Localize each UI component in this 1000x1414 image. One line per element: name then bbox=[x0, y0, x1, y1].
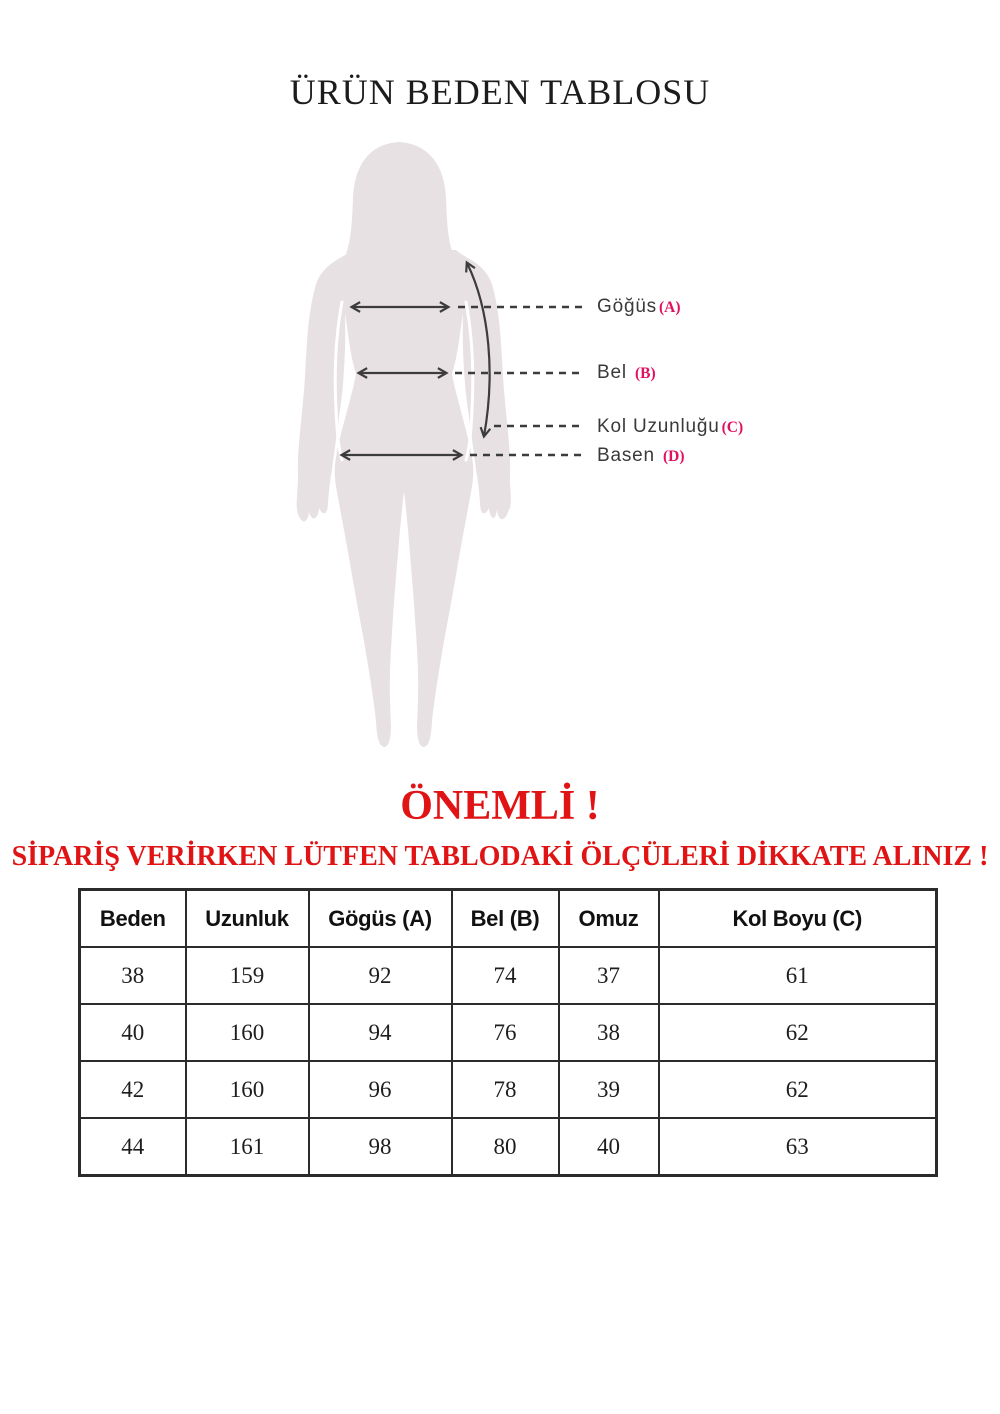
table-cell: 38 bbox=[80, 947, 186, 1004]
label-text: Basen bbox=[597, 445, 655, 466]
table-header-row bbox=[80, 890, 937, 948]
measurement-label-waist bbox=[597, 362, 656, 384]
table-cell: 37 bbox=[559, 947, 659, 1004]
table-cell: 78 bbox=[452, 1061, 559, 1118]
female-silhouette bbox=[297, 142, 511, 747]
measurement-label-arm-length bbox=[597, 416, 743, 438]
label-text: Göğüs bbox=[597, 296, 657, 317]
table-cell: 74 bbox=[452, 947, 559, 1004]
label-code: (C) bbox=[721, 419, 744, 436]
table-cell: 62 bbox=[659, 1004, 937, 1061]
table-cell: 160 bbox=[186, 1004, 309, 1061]
table-cell: 61 bbox=[659, 947, 937, 1004]
table-row bbox=[80, 1118, 937, 1176]
table-cell: 63 bbox=[659, 1118, 937, 1176]
important-heading: ÖNEMLİ ! bbox=[400, 783, 600, 829]
column-header-uzunluk: Uzunluk bbox=[186, 890, 309, 948]
table-cell: 62 bbox=[659, 1061, 937, 1118]
column-header-kol-boyu: Kol Boyu (C) bbox=[659, 890, 937, 948]
table-row bbox=[80, 1004, 937, 1061]
table-cell: 94 bbox=[309, 1004, 452, 1061]
column-header-bel: Bel (B) bbox=[452, 890, 559, 948]
table-cell: 96 bbox=[309, 1061, 452, 1118]
table-cell: 76 bbox=[452, 1004, 559, 1061]
table-cell: 42 bbox=[80, 1061, 186, 1118]
label-code: (A) bbox=[658, 299, 681, 316]
label-text: Kol Uzunluğu bbox=[597, 416, 720, 437]
column-header-omuz: Omuz bbox=[559, 890, 659, 948]
table-cell: 98 bbox=[309, 1118, 452, 1176]
table-row bbox=[80, 947, 937, 1004]
measurement-label-chest bbox=[597, 296, 681, 318]
table-cell: 160 bbox=[186, 1061, 309, 1118]
table-cell: 40 bbox=[559, 1118, 659, 1176]
table-row bbox=[80, 1061, 937, 1118]
label-code: (D) bbox=[662, 448, 685, 465]
label-code: (B) bbox=[634, 365, 656, 382]
table-cell: 159 bbox=[186, 947, 309, 1004]
size-table bbox=[78, 888, 938, 1177]
page-title: ÜRÜN BEDEN TABLOSU bbox=[289, 72, 711, 112]
table-cell: 80 bbox=[452, 1118, 559, 1176]
column-header-gogus: Gögüs (A) bbox=[309, 890, 452, 948]
label-text: Bel bbox=[597, 362, 627, 383]
table-cell: 161 bbox=[186, 1118, 309, 1176]
table-cell: 38 bbox=[559, 1004, 659, 1061]
table-cell: 44 bbox=[80, 1118, 186, 1176]
table-cell: 92 bbox=[309, 947, 452, 1004]
warning-text: SİPARİŞ VERİRKEN LÜTFEN TABLODAKİ ÖLÇÜLERİ DİKKATE ALINIZ ! bbox=[11, 841, 989, 872]
measurement-label-hip bbox=[597, 445, 685, 467]
column-header-beden: Beden bbox=[80, 890, 186, 948]
table-cell: 40 bbox=[80, 1004, 186, 1061]
table-cell: 39 bbox=[559, 1061, 659, 1118]
